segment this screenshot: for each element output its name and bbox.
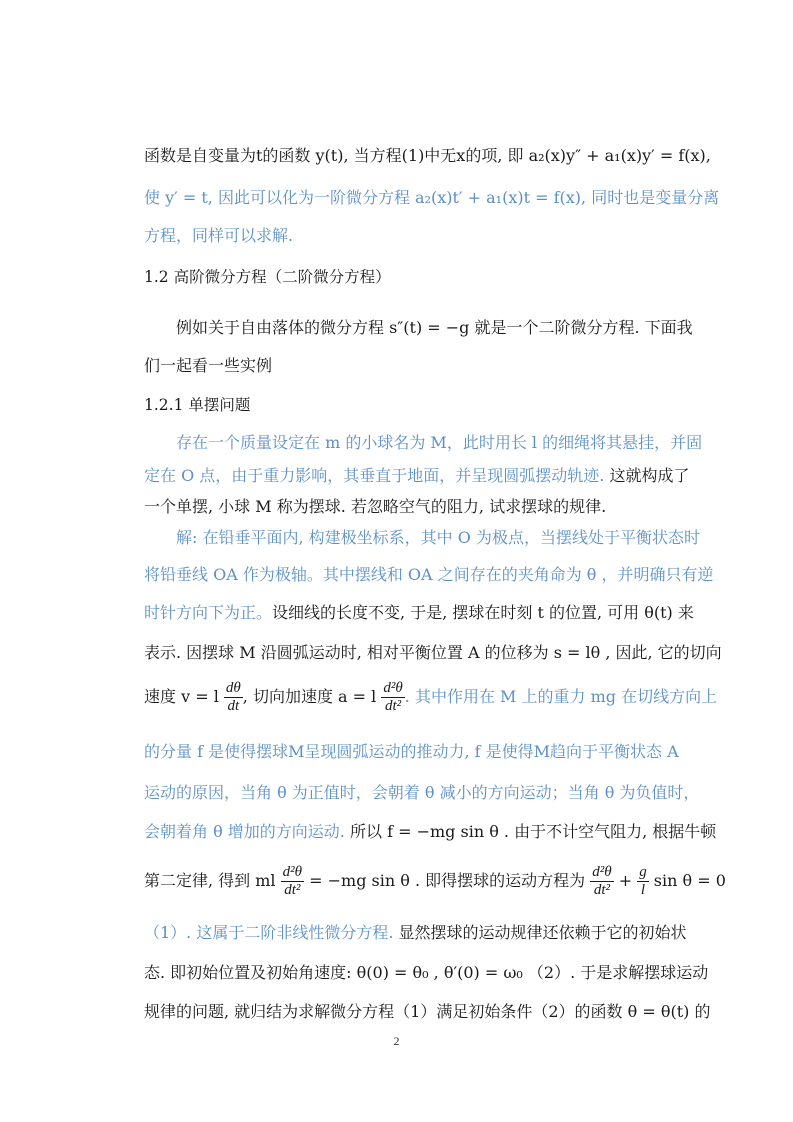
- fraction-d2theta-dt2: [590, 864, 613, 899]
- text-line: [144, 145, 711, 167]
- text: 第二定律, 得到 ml: [144, 871, 276, 890]
- text-line: [144, 782, 700, 804]
- text-line: [144, 922, 687, 944]
- text: 运动的原因，当角 θ 为正值时，会朝着 θ 减小的方向运动；当角 θ 为负值时，: [144, 783, 700, 802]
- text: 函数是自变量为t的函数 y(t), 当方程(1)中无x的项, 即 a₂(x)y″ + a₁(x)y′ = f(x),: [144, 146, 711, 165]
- text: 解: 在铅垂平面内, 构建极坐标系，其中 O 为极点，当摆线处于平衡状态时: [176, 528, 700, 547]
- text-line: [144, 225, 684, 247]
- text-line: [176, 432, 703, 454]
- text: 将铅垂线 OA 作为极轴。其中摆线和 OA 之间存在的夹角命为 θ ，并明确只有逆: [144, 565, 714, 584]
- text: （1）. 这属于二阶非线性微分方程.: [144, 923, 394, 942]
- text: . 其中作用在 M 上的重力 mg 在切线方向上: [404, 687, 718, 706]
- text-line: [144, 962, 709, 984]
- text: 所以 f = −mg sin θ . 由于不计空气阻力, 根据牛顿: [344, 822, 717, 841]
- text-line: [144, 864, 726, 899]
- text: 存在一个质量设定在 m 的小球名为 M，此时用长 l 的细绳将其悬挂，并固: [176, 433, 703, 452]
- text: 时针方向下为正。: [144, 603, 273, 622]
- text: 方程，同样可以求解.: [144, 226, 294, 245]
- section-heading: [144, 266, 684, 288]
- page-number: 2: [393, 1034, 400, 1048]
- text: 速度 v = l: [144, 687, 219, 706]
- text: 显然摆球的运动规律还依赖于它的初始状: [393, 923, 687, 942]
- fraction-denominator: dt²: [384, 698, 402, 714]
- fraction-denominator: dt²: [284, 882, 301, 898]
- text: 一个单摆, 小球 M 称为摆球. 若忽略空气的阻力, 试求摆球的规律.: [144, 497, 607, 516]
- text-line: [176, 317, 693, 339]
- text-line: [144, 741, 684, 763]
- text-line: [176, 527, 700, 549]
- text-line: [144, 496, 684, 518]
- fraction-d2theta-dt2: [281, 864, 304, 899]
- text: 会朝着角 θ 增加的方向运动.: [144, 822, 345, 841]
- text: 使 y′ = t: [144, 188, 208, 207]
- fraction-denominator: dt: [227, 698, 240, 714]
- text-line: [144, 602, 694, 624]
- text-line: [144, 1001, 711, 1023]
- fraction-d2theta-dt2: [381, 680, 404, 715]
- text: 的分量 f 是使得摆球M呈现圆弧运动的推动力, f 是使得M趋向于平衡状态 A: [144, 742, 679, 761]
- fraction-numerator: dθ: [225, 680, 241, 696]
- text-line: [144, 680, 718, 715]
- fraction-denominator: l: [640, 882, 646, 898]
- text-line: [144, 187, 720, 209]
- text: = −mg sin θ . 即得摆球的运动方程为: [304, 871, 586, 890]
- fraction-denominator: dt²: [593, 882, 610, 898]
- fraction-numerator: g: [639, 864, 647, 880]
- text-line: [144, 355, 684, 377]
- fraction-dtheta-dt: [224, 680, 243, 715]
- fraction-numerator: d²θ: [592, 864, 612, 880]
- text: 定在 O 点，由于重力影响，其垂直于地面，并呈现圆弧摆动轨迹.: [144, 466, 605, 485]
- text: , 因此可以化为一阶微分方程 a₂(x)t′ + a₁(x)t = f(x), 同时也是变量分离: [207, 188, 720, 207]
- fraction-g-l: [637, 864, 649, 899]
- text: 表示. 因摆球 M 沿圆弧运动时, 相对平衡位置 A 的位移为 s = lθ , 因此, 它的切向: [144, 643, 722, 662]
- text: 这就构成了: [604, 466, 690, 485]
- text: 态. 即初始位置及初始角速度: θ(0) = θ₀ , θ′(0) = ω₀ （2）. 于是求解摆球运动: [144, 963, 709, 982]
- text-line: [144, 642, 722, 664]
- fraction-numerator: d²θ: [383, 680, 403, 696]
- text-line: [144, 465, 690, 487]
- heading-text: 1.2.1 单摆问题: [144, 396, 251, 414]
- subsection-heading: [144, 394, 684, 416]
- text-line: [144, 564, 714, 586]
- text: 规律的问题, 就归结为求解微分方程（1）满足初始条件（2）的函数 θ = θ(t) 的: [144, 1002, 711, 1021]
- heading-text: 1.2 高阶微分方程（二阶微分方程）: [144, 268, 391, 286]
- text: +: [613, 871, 638, 890]
- fraction-numerator: d²θ: [282, 864, 303, 880]
- text: 设细线的长度不变, 于是, 摆球在时刻 t 的位置, 可用 θ(t) 来: [272, 603, 694, 622]
- text: 们一起看一些实例: [144, 356, 273, 375]
- text: sin θ = 0: [648, 871, 726, 890]
- text-line: [144, 821, 717, 843]
- text: 例如关于自由落体的微分方程 s″(t) = −g 就是一个二阶微分方程. 下面我: [176, 318, 693, 337]
- text: , 切向加速度 a = l: [242, 687, 377, 706]
